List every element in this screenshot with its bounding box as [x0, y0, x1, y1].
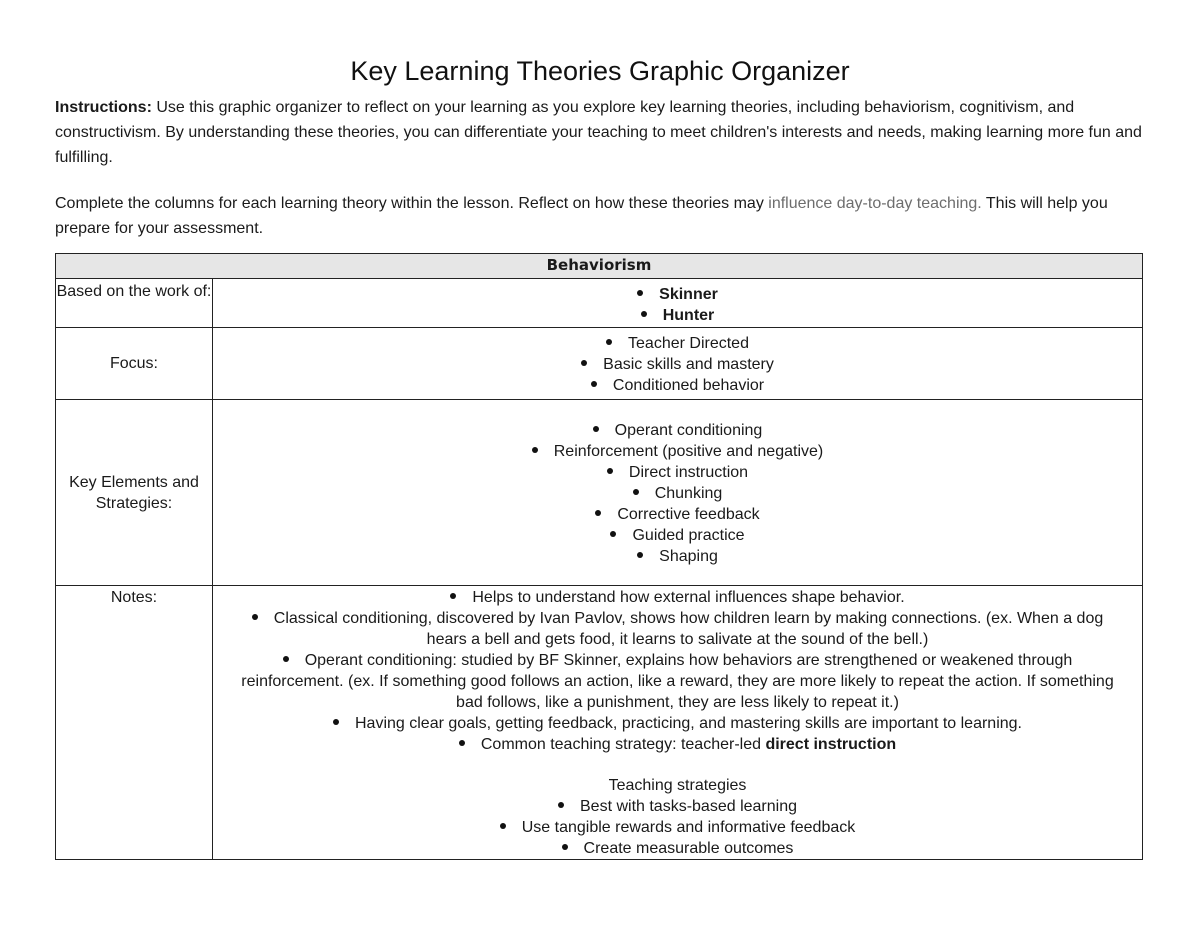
page-title: Key Learning Theories Graphic Organizer	[350, 56, 850, 86]
complete-highlight: influence day-to-day teaching.	[768, 195, 982, 212]
list-item: Basic skills and mastery	[213, 354, 1142, 375]
list-item: Guided practice	[213, 525, 1142, 546]
list-item: Reinforcement (positive and negative)	[213, 441, 1142, 462]
instructions-paragraph	[55, 95, 1145, 170]
list-item: Conditioned behavior	[213, 375, 1142, 396]
list-item: Common teaching strategy: teacher-led direct instruction	[213, 734, 1142, 755]
list-item: Shaping	[213, 546, 1142, 567]
bullet-icon	[637, 290, 643, 296]
list-item: Operant conditioning: studied by BF Skinner, explains how behaviors are strengthened or weakened through reinforcement. (ex. If something good follows an action, like a reward, they are more likely to repeat the action. If something bad follows, like a punishment, they are less likely to repeat it.)	[241, 652, 1114, 711]
focus-label: Focus:	[56, 328, 213, 400]
bullet-icon	[581, 360, 587, 366]
list-item: Operant conditioning	[213, 420, 1142, 441]
notes-cell	[213, 586, 1143, 860]
focus-list	[213, 333, 1142, 396]
bullet-icon	[637, 552, 643, 558]
focus-cell	[213, 328, 1143, 400]
complete-paragraph	[55, 191, 1145, 241]
instructions-text: Use this graphic organizer to reflect on your learning as you explore key learning theories, including behaviorism, cognitivism, and constructivism. By understanding these theories, you can differentiate your teaching to meet children's interests and needs, making learning more fun and fulfilling.	[55, 99, 1142, 166]
bullet-icon	[450, 593, 456, 599]
based-on-list	[213, 284, 1142, 326]
bullet-icon	[606, 339, 612, 345]
table-heading: Behaviorism	[56, 254, 1143, 279]
direct-instruction-emphasis: direct instruction	[765, 736, 897, 753]
teaching-strategies-heading: Teaching strategies	[608, 777, 747, 794]
bullet-icon	[562, 844, 568, 850]
list-item: Create measurable outcomes	[213, 838, 1142, 859]
bullet-icon	[593, 426, 599, 432]
bullet-icon	[641, 311, 647, 317]
bullet-icon	[610, 531, 616, 537]
bullet-icon	[633, 489, 639, 495]
complete-text-end: This will help you prepare for your assessment.	[55, 195, 1108, 237]
bullet-icon	[591, 381, 597, 387]
based-on-label: Based on the work of:	[56, 279, 213, 328]
list-item: Best with tasks-based learning	[213, 796, 1142, 817]
list-item: Skinner	[213, 284, 1142, 305]
behaviorism-table	[55, 253, 1143, 860]
instructions-label: Instructions:	[55, 99, 152, 116]
list-item: Direct instruction	[213, 462, 1142, 483]
bullet-icon	[532, 447, 538, 453]
bullet-icon	[333, 719, 339, 725]
notes-label: Notes:	[56, 586, 213, 860]
key-elements-list	[213, 420, 1142, 567]
list-item: Hunter	[213, 305, 1142, 326]
based-on-cell	[213, 279, 1143, 328]
complete-text: Complete the columns for each learning theory within the lesson. Reflect on how these theories may	[55, 195, 769, 212]
bullet-icon	[558, 802, 564, 808]
bullet-icon	[607, 468, 613, 474]
list-item: Having clear goals, getting feedback, practicing, and mastering skills are important to learning.	[213, 713, 1142, 734]
bullet-icon	[459, 740, 465, 746]
notes-list	[213, 587, 1142, 755]
key-elements-cell	[213, 400, 1143, 586]
bullet-icon	[500, 823, 506, 829]
teaching-strategies-list	[213, 796, 1142, 859]
list-item: Chunking	[213, 483, 1142, 504]
bullet-icon	[595, 510, 601, 516]
list-item: Classical conditioning, discovered by Ivan Pavlov, shows how children learn by making connections. (ex. When a dog hears a bell and gets food, it learns to salivate at the sound of the bell.)	[213, 608, 1142, 650]
list-item: Use tangible rewards and informative feedback	[213, 817, 1142, 838]
list-item: Helps to understand how external influences shape behavior.	[213, 587, 1142, 608]
bullet-icon	[283, 656, 289, 662]
bullet-icon	[252, 614, 258, 620]
key-elements-label: Key Elements and Strategies:	[56, 400, 213, 586]
list-item: Teacher Directed	[213, 333, 1142, 354]
list-item: Corrective feedback	[213, 504, 1142, 525]
